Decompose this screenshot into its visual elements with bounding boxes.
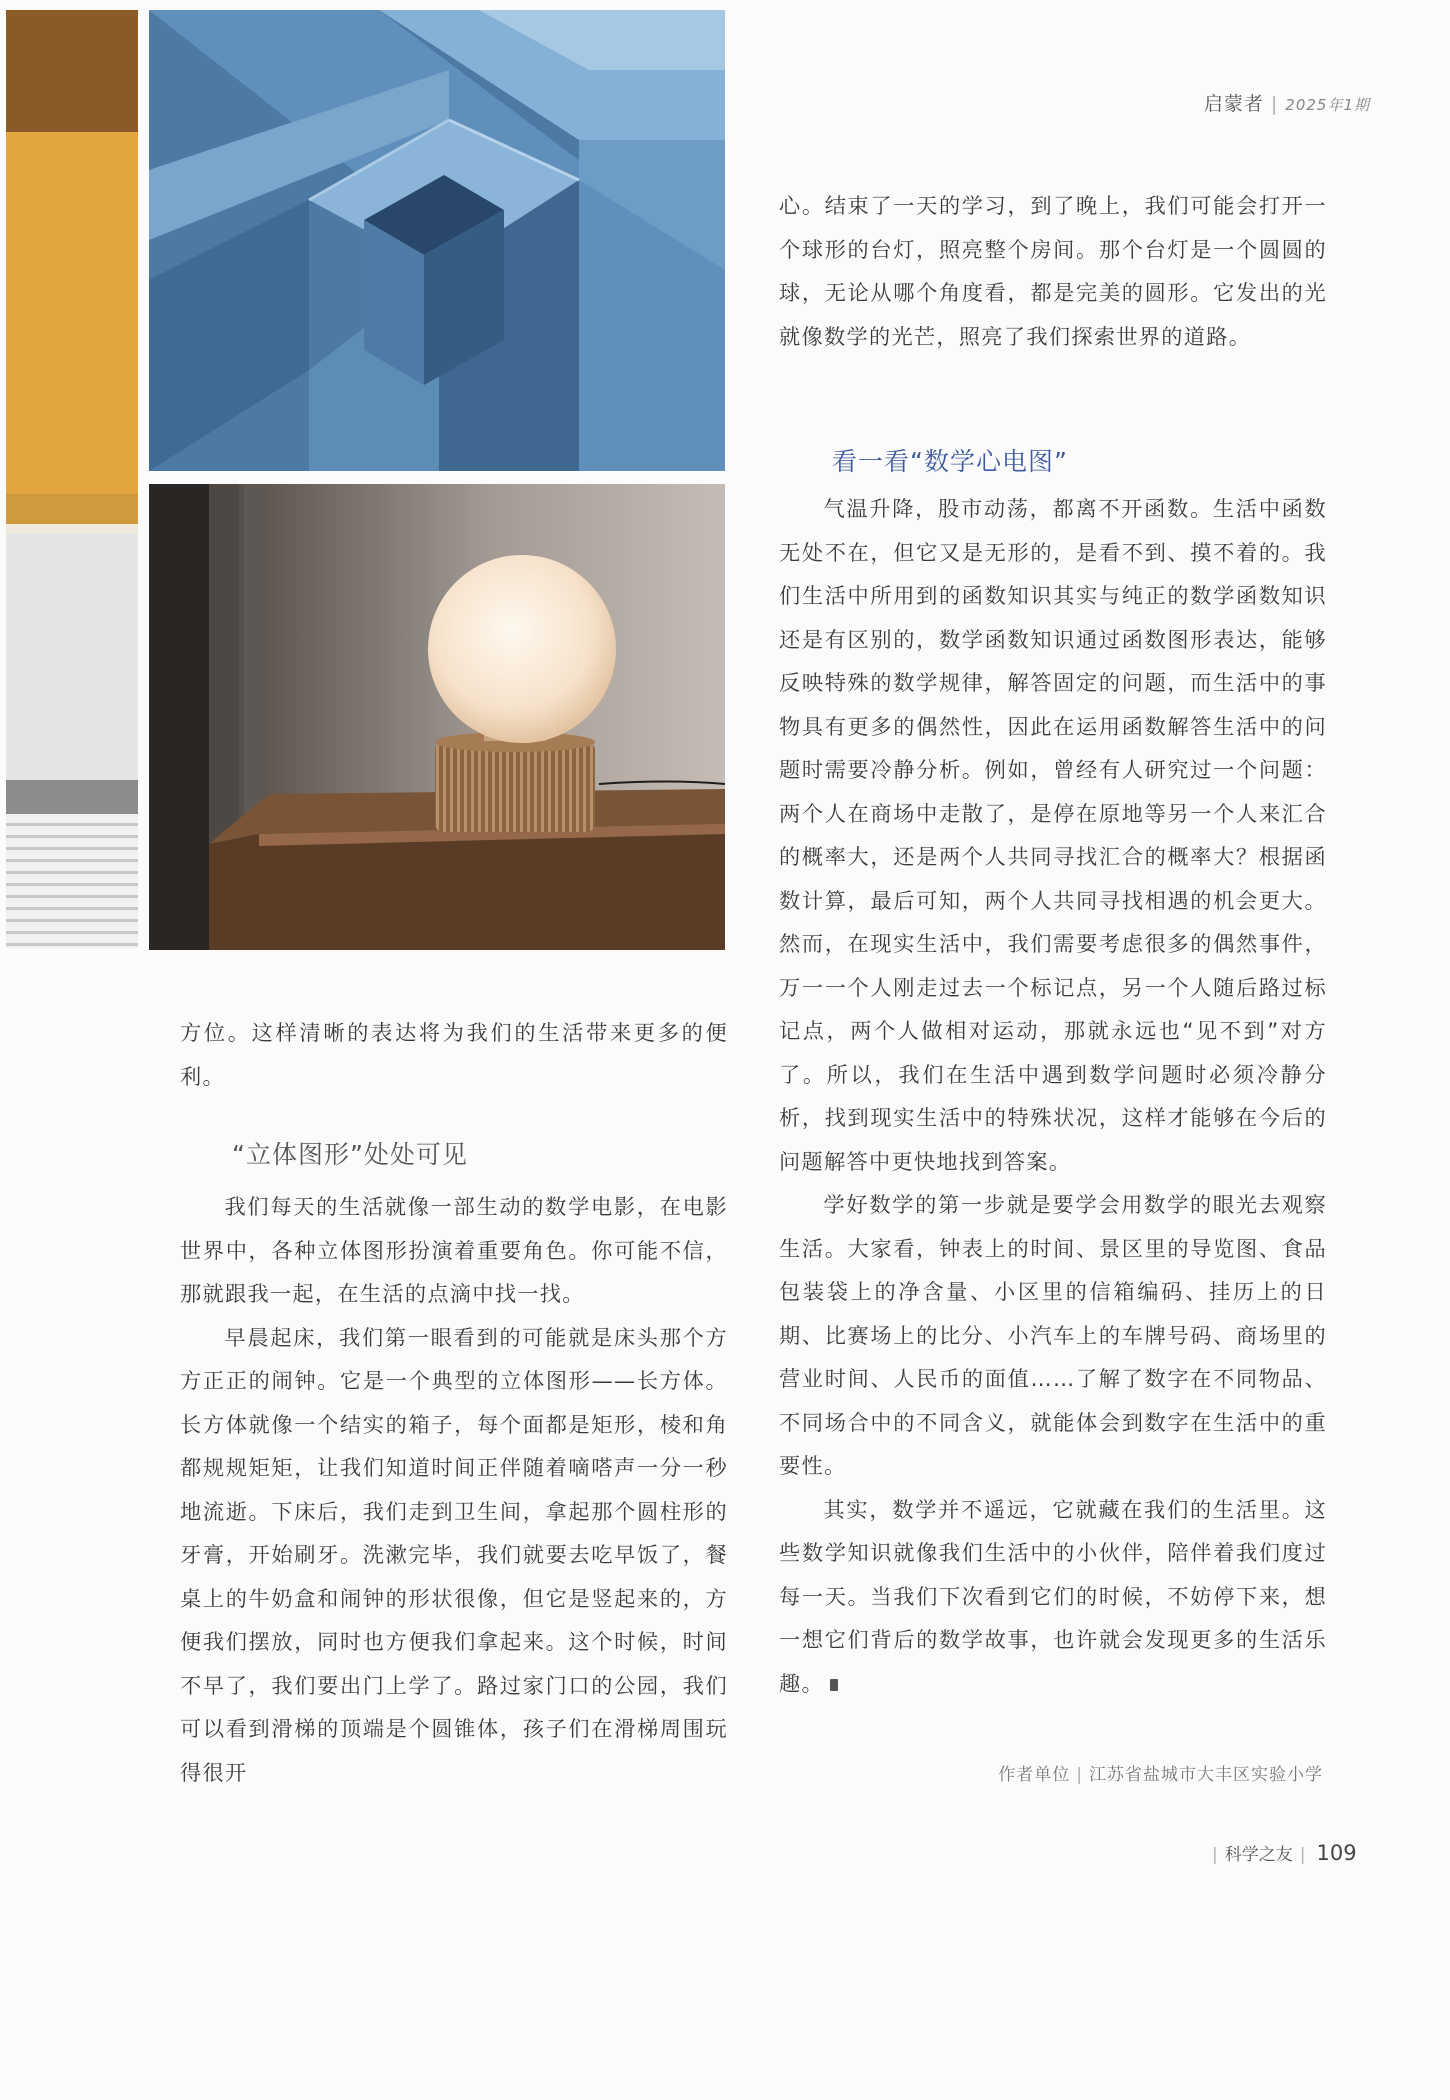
lamp-illustration bbox=[149, 484, 725, 950]
left-paragraph-1: 方位。这样清晰的表达将为我们的生活带来更多的便利。 bbox=[180, 1020, 728, 1089]
section-heading-math-ecg: 看一看“数学心电图” bbox=[832, 447, 1068, 476]
running-footer: | 科学之友 | 109 bbox=[1212, 1841, 1357, 1865]
right-paragraph-3: 学好数学的第一步就是要学会用数学的眼光去观察生活。大家看，钟表上的时间、景区里的导览图、食品包装袋上的净含量、小区里的信箱编码、挂历上的日期、比赛场上的比分、小汽车上的车牌号码、商场里的营业时间、人民币的面值……了解了数字在不同物品、不同场合中的不同含义，就能体会到数字在生活中的重要性。 bbox=[779, 1192, 1327, 1478]
page-number: 109 bbox=[1316, 1841, 1357, 1865]
affiliation-label: 作者单位 bbox=[998, 1765, 1071, 1785]
author-affiliation: 作者单位 | 江苏省盐城市大丰区实验小学 bbox=[998, 1765, 1323, 1785]
right-paragraph-4 bbox=[779, 1488, 1327, 1706]
end-mark-icon bbox=[830, 1679, 838, 1691]
photo-globe-lamp bbox=[149, 484, 725, 950]
footer-magazine-name: 科学之友 bbox=[1224, 1845, 1293, 1865]
left-paragraph-2: 我们每天的生活就像一部生动的数学电影，在电影世界中，各种立体图形扮演着重要角色。你可能不信，那就跟我一起，在生活的点滴中找一找。 bbox=[180, 1194, 728, 1306]
right-paragraph-4-text: 其实，数学并不遥远，它就藏在我们的生活里。这些数学知识就像我们生活中的小伙伴，陪伴着我们度过每一天。当我们下次看到它们的时候，不妨停下来，想一想它们背后的数学故事，也许就会发现更多的生活乐趣。 bbox=[779, 1496, 1327, 1696]
header-magazine-name: 启蒙者 bbox=[1203, 93, 1264, 115]
right-paragraph-2: 气温升降，股市动荡，都离不开函数。生活中函数无处不在，但它又是无形的，是看不到、摸不着的。我们生活中所用到的函数知识其实与纯正的数学函数知识还是有区别的，数学函数知识通过函数图形表达，能够反映特殊的数学规律，解答固定的问题，而生活中的事物具有更多的偶然性，因此在运用函数解答生活中的问题时需要冷静分析。例如，曾经有人研究过一个问题：两个人在商场中走散了，是停在原地等另一个人来汇合的概率大，还是两个人共同寻找汇合的概率大？根据函数计算，最后可知，两个人共同寻找相遇的机会更大。然而，在现实生活中，我们需要考虑很多的偶然事件，万一一个人刚走过去一个标记点，另一个人随后路过标记点，两个人做相对运动，那就永远也“见不到”对方了。所以，我们在生活中遇到数学问题时必须冷静分析，找到现实生活中的特殊状况，这样才能够在今后的问题解答中更快地找到答案。 bbox=[779, 496, 1327, 1174]
left-text-column-body bbox=[180, 1185, 728, 1794]
running-header: 启蒙者 | 2025年1期 bbox=[1203, 93, 1370, 115]
section-heading-solid-shapes: “立体图形”处处可见 bbox=[232, 1140, 468, 1169]
architecture-illustration bbox=[149, 10, 725, 471]
left-decor-strip bbox=[6, 10, 138, 948]
right-text-column-body bbox=[779, 487, 1327, 1705]
header-issue: 2025年1期 bbox=[1285, 96, 1370, 114]
photo-cube-architecture bbox=[149, 10, 725, 471]
left-text-column bbox=[180, 1011, 728, 1098]
affiliation-org: 江苏省盐城市大丰区实验小学 bbox=[1089, 1765, 1323, 1785]
right-text-column bbox=[779, 184, 1327, 358]
right-paragraph-1: 心。结束了一天的学习，到了晚上，我们可能会打开一个球形的台灯，照亮整个房间。那个台灯是一个圆圆的球，无论从哪个角度看，都是完美的圆形。它发出的光就像数学的光芒，照亮了我们探索世界的道路。 bbox=[779, 193, 1327, 349]
left-paragraph-3: 早晨起床，我们第一眼看到的可能就是床头那个方方正正的闹钟。它是一个典型的立体图形——长方体。长方体就像一个结实的箱子，每个面都是矩形，棱和角都规规矩矩，让我们知道时间正伴随着嘀嗒声一分一秒地流逝。下床后，我们走到卫生间，拿起那个圆柱形的牙膏，开始刷牙。洗漱完毕，我们就要去吃早饭了，餐桌上的牛奶盒和闹钟的形状很像，但它是竖起来的，方便我们摆放，同时也方便我们拿起来。这个时候，时间不早了，我们要出门上学了。路过家门口的公园，我们可以看到滑梯的顶端是个圆锥体，孩子们在滑梯周围玩得很开 bbox=[180, 1324, 728, 1785]
